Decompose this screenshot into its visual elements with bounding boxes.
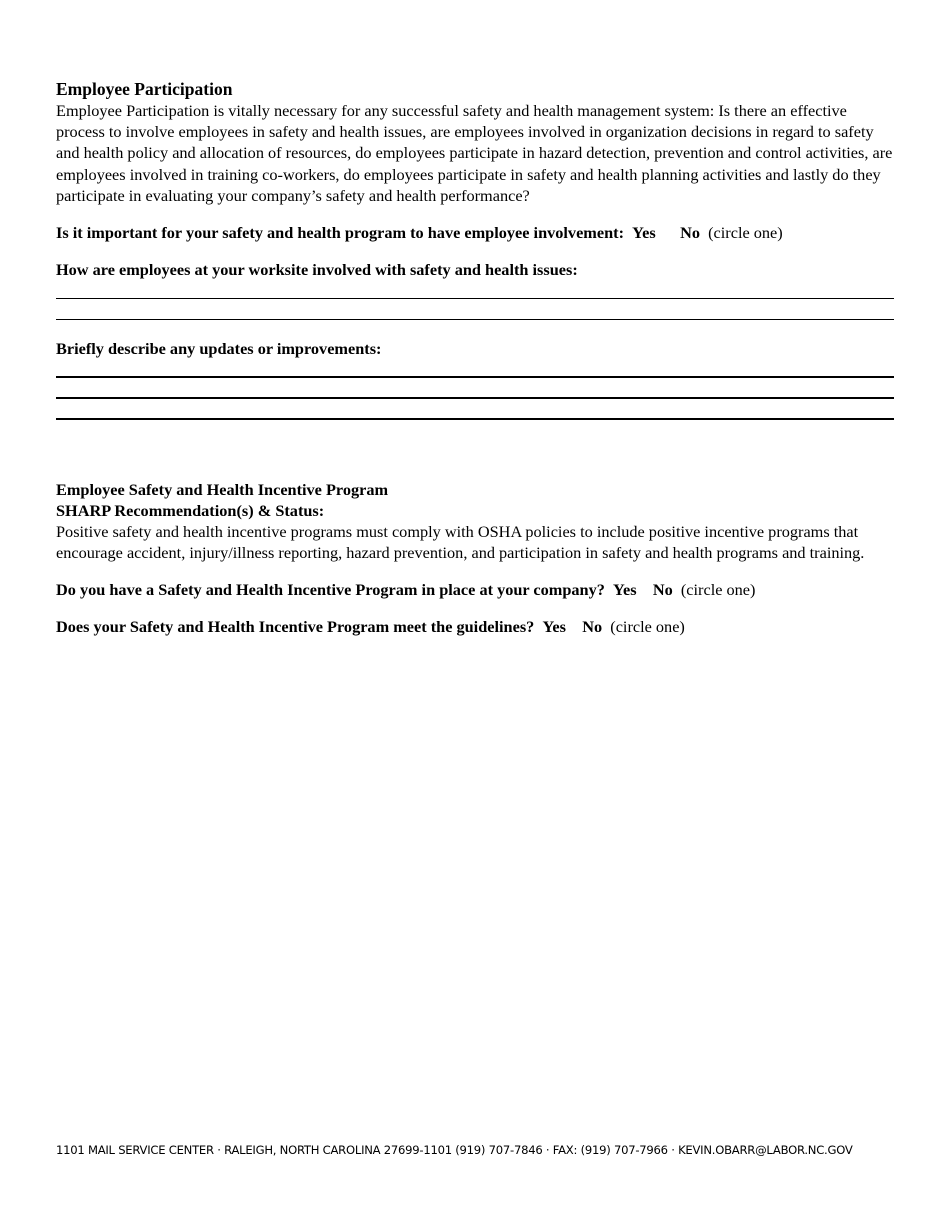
guidelines-question-text: Does your Safety and Health Incentive Program meet the guidelines? [56,617,535,637]
incentive-program-question-text: Do you have a Safety and Health Incentive Program in place at your company? [56,580,605,600]
involvement-question [56,222,894,243]
form-page [56,78,894,637]
incentive-title: Employee Safety and Health Incentive Program [56,480,389,500]
updates-question: Briefly describe any updates or improvements: [56,339,382,359]
incentive-program-yes-option[interactable]: Yes [613,580,637,600]
involvement-circle-hint: (circle one) [708,223,783,243]
incentive-subtitle: SHARP Recommendation(s) & Status: [56,501,325,521]
guidelines-question [56,616,894,637]
guidelines-no-option[interactable]: No [582,617,603,637]
incentive-program-no-option[interactable]: No [652,580,673,600]
guidelines-yes-option[interactable]: Yes [542,617,566,637]
incentive-program-circle-hint: (circle one) [680,580,756,600]
incentive-intro: Positive safety and health incentive programs must comply with OSHA policies to include positive incentive programs that encourage accident, injury/illness reporting, hazard prevention, and participation in safety and health programs and training. [56,522,865,563]
incentive-program-question [56,579,894,600]
participation-title: Employee Participation [56,79,233,99]
participation-intro: Employee Participation is vitally necessary for any successful safety and health management system: Is there an effective process to involve employees in safety and health issues, are employees involved in organization decisions in regard to safety and health policy and allocation of resources, do employees participate in hazard detection, prevention and control activities, are employees involved in training co-workers, do employees participate in safety and health planning activities and lastly do they participate in evaluating your company’s safety and health performance? [56,101,893,205]
how-involved-question: How are employees at your worksite involved with safety and health issues: [56,260,578,280]
involvement-yes-option[interactable]: Yes [632,223,656,243]
footer-contact: 1101 MAIL SERVICE CENTER · RALEIGH, NORTH CAROLINA 27699-1101 (919) 707-7846 · FAX: (919) 707-7966 · KEVIN.OBARR@LABOR.NC.GOV [56,1143,853,1157]
involvement-question-text: Is it important for your safety and health program to have employee involvement: [56,223,624,243]
guidelines-circle-hint: (circle one) [610,617,685,637]
involvement-no-option[interactable]: No [680,223,700,243]
